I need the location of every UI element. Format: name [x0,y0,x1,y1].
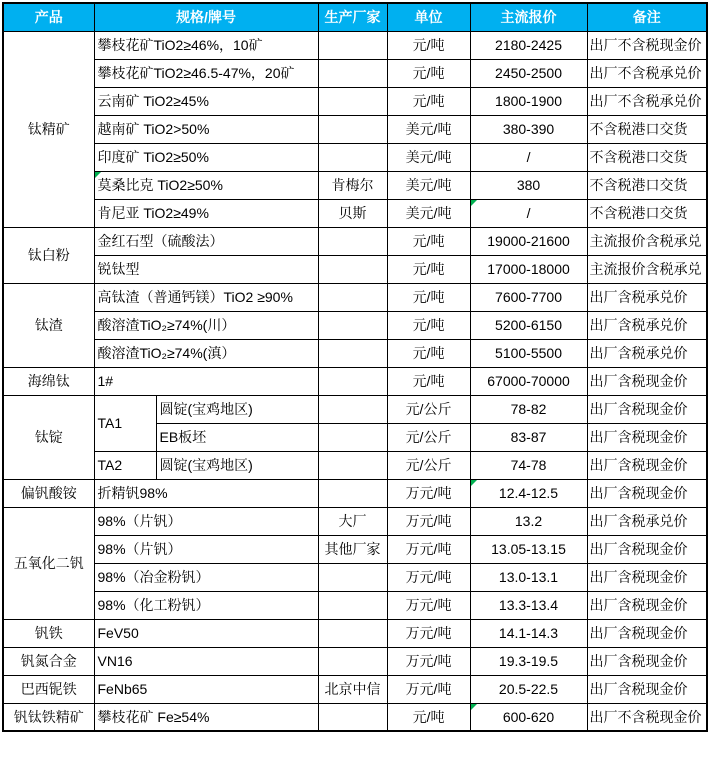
cell-product-titanium-slag: 钛渣 [3,283,94,367]
cell-price: 19000-21600 [470,227,587,255]
cell-unit: 元/吨 [387,703,470,731]
cell-spec: 云南矿 TiO2≥45% [94,87,318,115]
cell-product-sponge-titanium: 海绵钛 [3,367,94,395]
cell-price: 5200-6150 [470,311,587,339]
cell-manufacturer [318,423,387,451]
cell-product-ferrovanadium: 钒铁 [3,619,94,647]
cell-unit: 元/吨 [387,339,470,367]
cell-spec: 1# [94,367,318,395]
cell-manufacturer [318,563,387,591]
cell-manufacturer [318,87,387,115]
table-row [3,619,707,647]
cell-manufacturer [318,59,387,87]
cell-spec: 98%（化工粉钒） [94,591,318,619]
cell-unit: 万元/吨 [387,591,470,619]
cell-spec: 攀枝花矿TiO2≥46.5-47%，20矿 [94,59,318,87]
cell-price-text: 12.4-12.5 [498,485,559,501]
cell-unit: 万元/吨 [387,675,470,703]
cell-grade: TA1 [94,395,156,451]
table-row [3,199,707,227]
table-row [3,535,707,563]
cell-note: 出厂不含税承兑价 [587,87,707,115]
cell-price: 19.3-19.5 [470,647,587,675]
table-row [3,591,707,619]
cell-note: 出厂含税现金价 [587,591,707,619]
cell-note: 不含税港口交货 [587,115,707,143]
table-row [3,143,707,171]
cell-unit: 万元/吨 [387,563,470,591]
cell-spec: 98%（片钒） [94,535,318,563]
cell-grade: TA2 [94,451,156,479]
cell-spec: FeV50 [94,619,318,647]
cell-price: 2180-2425 [470,31,587,59]
cell-unit: 元/吨 [387,227,470,255]
cell-manufacturer [318,703,387,731]
cell-unit: 元/吨 [387,59,470,87]
cell-manufacturer [318,451,387,479]
cell-manufacturer [318,227,387,255]
cell-spec: 折精钒98% [94,479,318,507]
table-row [3,451,707,479]
cell-spec: 攀枝花矿TiO2≥46%，10矿 [94,31,318,59]
cell-manufacturer [318,647,387,675]
cell-note: 出厂含税现金价 [587,479,707,507]
cell-unit: 元/吨 [387,87,470,115]
table-row [3,59,707,87]
col-header-unit: 单位 [387,3,470,31]
cell-price: 67000-70000 [470,367,587,395]
cell-unit: 元/吨 [387,311,470,339]
cell-note: 出厂不含税承兑价 [587,59,707,87]
cell-price: 1800-1900 [470,87,587,115]
cell-unit: 美元/吨 [387,171,470,199]
cell-unit: 元/公斤 [387,395,470,423]
cell-note: 主流报价含税承兑 [587,255,707,283]
col-header-price: 主流报价 [470,3,587,31]
cell-manufacturer [318,619,387,647]
cell-manufacturer: 其他厂家 [318,535,387,563]
table-row [3,283,707,311]
table-row [3,227,707,255]
cell-spec: VN16 [94,647,318,675]
cell-product-titanium-dioxide: 钛白粉 [3,227,94,283]
cell-spec: 高钛渣（普通钙镁）TiO2 ≥90% [94,283,318,311]
cell-unit: 元/吨 [387,31,470,59]
cell-spec-text: 莫桑比克 TiO2≥50% [97,177,223,193]
cell-spec: 98%（冶金粉钒） [94,563,318,591]
cell-note: 出厂含税现金价 [587,535,707,563]
cell-price: / [470,143,587,171]
table-row [3,507,707,535]
cell-note: 出厂含税现金价 [587,563,707,591]
cell-manufacturer [318,479,387,507]
cell-manufacturer [318,367,387,395]
cell-price: 13.3-13.4 [470,591,587,619]
col-header-product: 产品 [3,3,94,31]
table-row [3,479,707,507]
cell-manufacturer: 贝斯 [318,199,387,227]
cell-price: 74-78 [470,451,587,479]
table-row [3,171,707,199]
cell-product-vanadium-pentoxide: 五氧化二钒 [3,507,94,619]
cell-product-titanium-concentrate: 钛精矿 [3,31,94,227]
cell-unit: 元/吨 [387,367,470,395]
cell-manufacturer [318,143,387,171]
cell-manufacturer [318,31,387,59]
col-header-note: 备注 [587,3,707,31]
titanium-vanadium-price-table [2,2,708,732]
cell-manufacturer [318,591,387,619]
cell-manufacturer: 大厂 [318,507,387,535]
table-row [3,563,707,591]
cell-spec: 酸溶渣TiO₂≥74%(川） [94,311,318,339]
table-row [3,647,707,675]
cell-manufacturer [318,283,387,311]
cell-note: 出厂含税现金价 [587,647,707,675]
cell-note: 不含税港口交货 [587,143,707,171]
cell-spec: 98%（片钒） [94,507,318,535]
cell-price: 13.05-13.15 [470,535,587,563]
cell-unit: 万元/吨 [387,647,470,675]
cell-price: 380-390 [470,115,587,143]
cell-unit: 美元/吨 [387,115,470,143]
table-row [3,339,707,367]
cell-price [470,199,587,227]
cell-note: 出厂含税现金价 [587,451,707,479]
cell-price: 13.2 [470,507,587,535]
cell-spec: 攀枝花矿 Fe≥54% [94,703,318,731]
cell-price: 83-87 [470,423,587,451]
cell-spec: 圆锭(宝鸡地区) [156,451,318,479]
cell-manufacturer [318,115,387,143]
cell-manufacturer [318,339,387,367]
table-row [3,367,707,395]
cell-unit: 元/吨 [387,255,470,283]
cell-note: 主流报价含税承兑 [587,227,707,255]
cell-manufacturer: 肯梅尔 [318,171,387,199]
cell-price: 380 [470,171,587,199]
col-header-manufacturer: 生产厂家 [318,3,387,31]
cell-spec: 锐钛型 [94,255,318,283]
cell-manufacturer [318,395,387,423]
cell-note: 出厂含税承兑价 [587,311,707,339]
table-row [3,395,707,423]
col-header-spec: 规格/牌号 [94,3,318,31]
cell-unit: 元/公斤 [387,423,470,451]
cell-price-text: 600-620 [502,708,555,725]
cell-spec: 圆锭(宝鸡地区) [156,395,318,423]
cell-unit: 万元/吨 [387,479,470,507]
comment-marker-icon [471,200,478,207]
cell-spec: 印度矿 TiO2≥50% [94,143,318,171]
cell-unit: 万元/吨 [387,507,470,535]
cell-price: 5100-5500 [470,339,587,367]
cell-note: 不含税港口交货 [587,199,707,227]
cell-note: 出厂含税承兑价 [587,339,707,367]
cell-spec: EB板坯 [156,423,318,451]
table-row [3,703,707,731]
cell-note: 出厂不含税现金价 [587,31,707,59]
cell-price: 7600-7700 [470,283,587,311]
cell-price-text: / [526,205,531,221]
cell-price [470,703,587,731]
cell-note: 出厂含税现金价 [587,619,707,647]
cell-spec: FeNb65 [94,675,318,703]
cell-note: 出厂含税现金价 [587,675,707,703]
cell-price: 14.1-14.3 [470,619,587,647]
cell-unit: 元/公斤 [387,451,470,479]
cell-note: 出厂含税现金价 [587,395,707,423]
cell-unit: 万元/吨 [387,535,470,563]
cell-manufacturer [318,255,387,283]
cell-spec: 酸溶渣TiO₂≥74%(滇） [94,339,318,367]
cell-note: 出厂含税承兑价 [587,507,707,535]
table-row [3,87,707,115]
table-row [3,115,707,143]
cell-product-vanadium-titanium-iron-concentrate: 钒钛铁精矿 [3,703,94,731]
cell-spec: 越南矿 TiO2>50% [94,115,318,143]
table-row [3,675,707,703]
cell-product-titanium-ingot: 钛锭 [3,395,94,479]
comment-marker-icon [471,480,478,487]
cell-product-vanadium-nitrogen-alloy: 钒氮合金 [3,647,94,675]
cell-price: 78-82 [470,395,587,423]
table-header-row [3,3,707,31]
cell-note: 不含税港口交货 [587,171,707,199]
cell-note: 出厂含税承兑价 [587,283,707,311]
comment-marker-icon [471,704,478,711]
table-row [3,31,707,59]
cell-unit: 万元/吨 [387,619,470,647]
cell-price: 13.0-13.1 [470,563,587,591]
cell-note: 出厂含税现金价 [587,423,707,451]
cell-unit: 元/吨 [387,283,470,311]
cell-price: 2450-2500 [470,59,587,87]
table-row [3,311,707,339]
cell-price: 17000-18000 [470,255,587,283]
cell-spec: 金红石型（硫酸法） [94,227,318,255]
cell-note: 出厂含税现金价 [587,367,707,395]
cell-unit: 美元/吨 [387,199,470,227]
cell-manufacturer: 北京中信 [318,675,387,703]
cell-unit: 美元/吨 [387,143,470,171]
cell-spec: 肯尼亚 TiO2≥49% [94,199,318,227]
cell-price: 20.5-22.5 [470,675,587,703]
cell-spec [94,171,318,199]
cell-product-brazil-ferroniobium: 巴西铌铁 [3,675,94,703]
cell-note: 出厂不含税现金价 [587,703,707,731]
cell-price [470,479,587,507]
table-row [3,255,707,283]
cell-manufacturer [318,311,387,339]
cell-product-ammonium-metavanadate: 偏钒酸铵 [3,479,94,507]
